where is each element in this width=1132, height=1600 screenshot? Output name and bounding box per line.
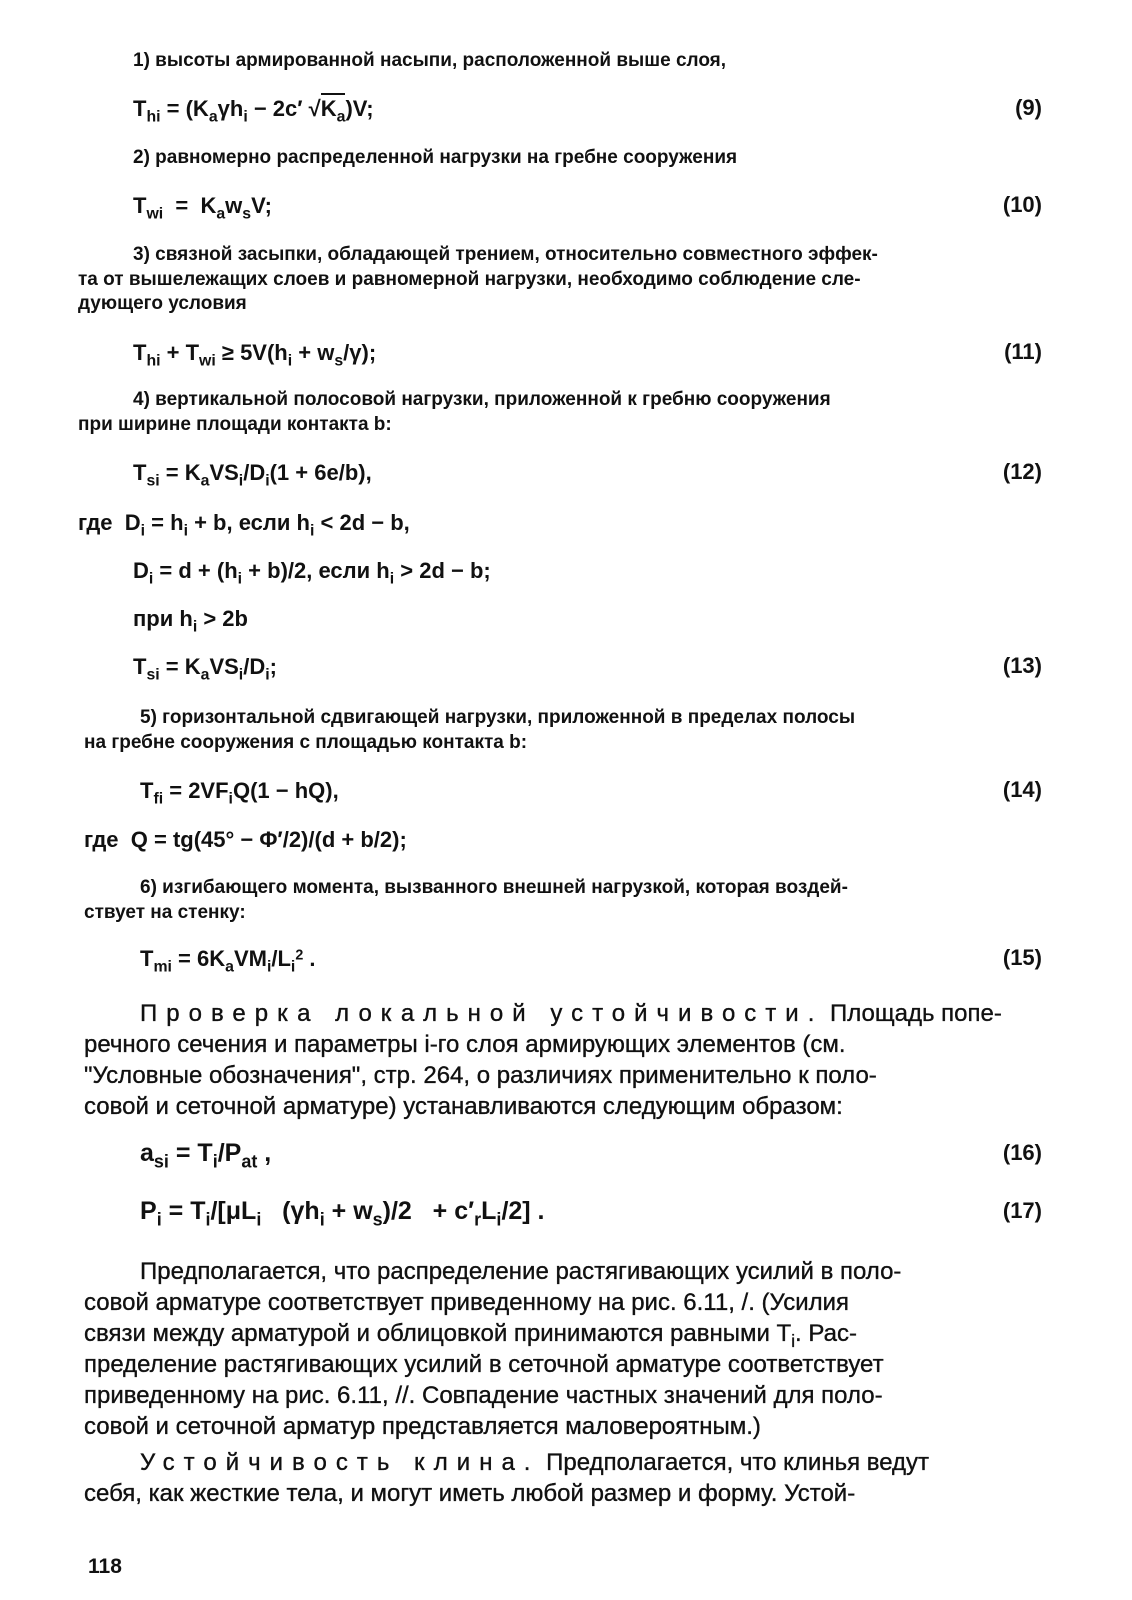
formula-15: $T_{mi} = 6K_aVM_i/L_i^2$ .	[140, 946, 316, 976]
item-6-line: 6) изгибающего момента, вызванного внешней нагрузкой, которая воздей-	[140, 877, 848, 898]
paragraph-2-line: пределение растягивающих усилий в сеточной арматуре соответствует	[84, 1351, 884, 1378]
equation-number: (11)	[1004, 339, 1042, 364]
formula-11: $T_{hi} + T_{wi} \ge 5V(h_i + w_s/\gamma)$;	[133, 340, 377, 370]
item-5-line: 5) горизонтальной сдвигающей нагрузки, приложенной в пределах полосы	[140, 707, 856, 728]
paragraph-2-line: приведенному на рис. 6.11, //. Совпадение частных значений для поло-	[84, 1382, 883, 1409]
paragraph-2-line: связи между арматурой и облицовкой принимаются равными $T_i$. Рас-	[84, 1320, 857, 1352]
formula-13: $T_{si} = K_aVS_i/D_i$;	[133, 654, 277, 684]
formula-16: $a_{si} = T_i/P_{at}$ ,	[140, 1139, 272, 1172]
item-3-line: 3) связной засыпки, обладающей трением, относительно совместного эффек-	[133, 244, 878, 265]
formula-17: $P_i = T_i/[\mu L_i$ $(\gamma h_i + w_s)/2 + c'_rL_i/2$] .	[140, 1197, 545, 1230]
item-6-line: ствует на стенку:	[84, 902, 246, 923]
condition-q: где Q = tg(45° − Φ′/2)/(d + b/2);	[84, 827, 407, 852]
formula-10: $T_{wi} = K_aw_sV$;	[133, 193, 272, 223]
paragraph-2-line: Предполагается, что распределение растягивающих усилий в поло-	[140, 1258, 902, 1285]
condition-1: где $D_i = h_i + b$, если $h_i < 2d - b$,	[78, 510, 410, 540]
check-paragraph-line: совой и сеточной арматуре) устанавливаются следующим образом:	[84, 1093, 843, 1120]
wedge-paragraph-line: себя, как жесткие тела, и могут иметь любой размер и форму. Устой-	[84, 1480, 856, 1507]
wedge-paragraph-line: Устойчивость клина. Предполагается, что клинья ведут	[140, 1449, 930, 1476]
formula-9: $T_{hi} = (K_a\gamma h_i - 2c'$ $√K_a)V$;	[133, 96, 374, 122]
section-heading-local-stability: Проверка локальной устойчивости.	[140, 1000, 824, 1027]
page-number: 118	[88, 1555, 122, 1578]
paragraph-2-line: совой и сеточной арматур представляется маловероятным.)	[84, 1413, 761, 1440]
check-paragraph-line: "Условные обозначения", стр. 264, о различиях применительно к поло-	[84, 1062, 877, 1089]
condition-2: $D_i = d + (h_i + b)/2$, если $h_i > 2d - b$;	[133, 558, 491, 588]
item-3-line: дующего условия	[78, 293, 247, 314]
item-5-line: на гребне сооружения с площадью контакта b:	[84, 732, 528, 753]
formula-14: $T_{fi} = 2VF_iQ(1 - hQ)$,	[140, 778, 339, 808]
item-3-line: та от вышележащих слоев и равномерной нагрузки, необходимо соблюдение сле-	[78, 269, 861, 290]
item-1-text: 1) высоты армированной насыпи, расположенной выше слоя,	[133, 50, 727, 71]
condition-3: при $h_i > 2b$	[133, 606, 248, 636]
formula-12: $T_{si} = K_aVS_i/D_i(1 + 6e/b)$,	[133, 460, 372, 490]
check-paragraph-line: речного сечения и параметры i-го слоя армирующих элементов (см.	[84, 1031, 846, 1058]
equation-number: (14)	[1002, 777, 1042, 802]
equation-number: (17)	[1002, 1198, 1042, 1223]
equation-number: (15)	[1002, 945, 1042, 970]
item-4-line: 4) вертикальной полосовой нагрузки, приложенной к гребню сооружения	[133, 389, 831, 410]
equation-number: (16)	[1002, 1140, 1042, 1165]
item-4-line: при ширине площади контакта b:	[78, 414, 392, 435]
item-2-text: 2) равномерно распределенной нагрузки на гребне сооружения	[133, 147, 738, 168]
equation-number: (13)	[1002, 653, 1042, 678]
equation-number: (10)	[1002, 192, 1042, 217]
equation-number: (9)	[1015, 95, 1042, 120]
check-paragraph-line: Проверка локальной устойчивости. Площадь попе-	[140, 1000, 1002, 1027]
section-heading-wedge-stability: Устойчивость клина.	[140, 1449, 540, 1476]
paragraph-2-line: совой арматуре соответствует приведенному на рис. 6.11, /. (Усилия	[84, 1289, 849, 1316]
equation-number: (12)	[1002, 459, 1042, 484]
